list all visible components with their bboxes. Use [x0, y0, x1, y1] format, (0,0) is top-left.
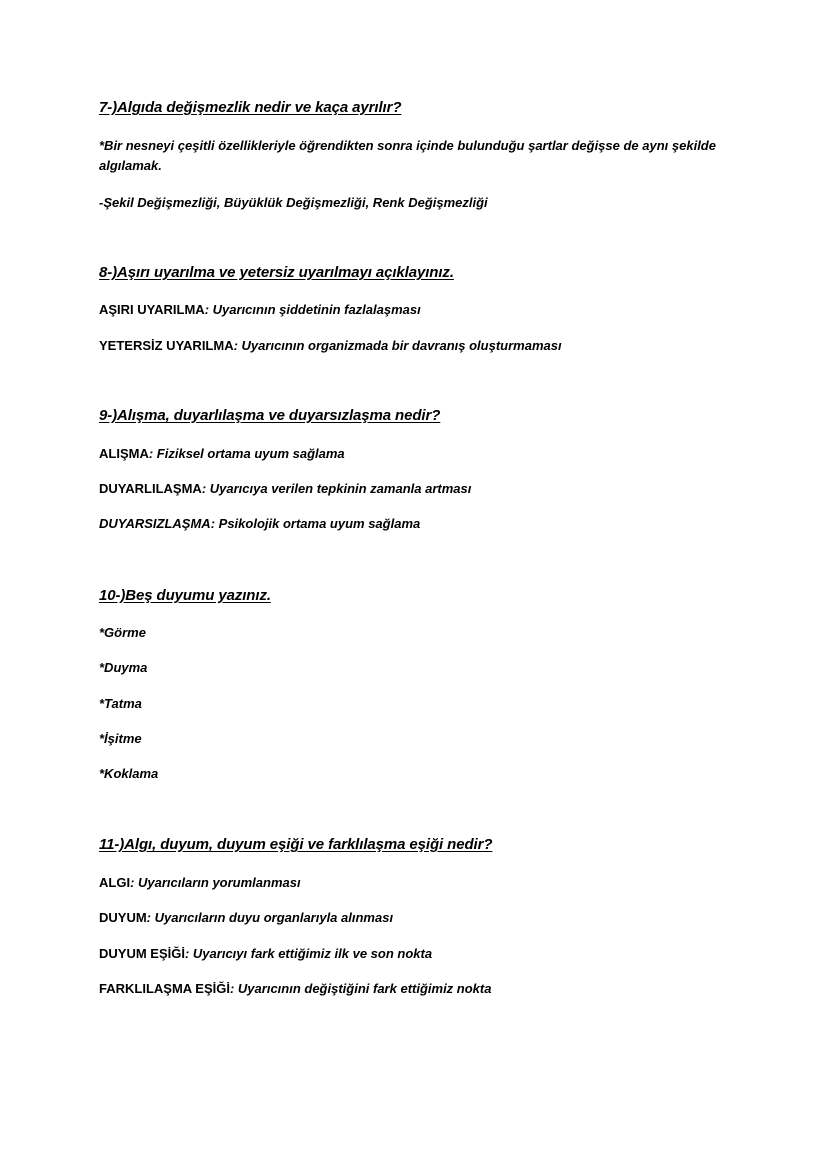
definition-separator: :: [233, 338, 242, 353]
definition-row: [99, 981, 491, 996]
sense-list-item: *Tatma: [99, 696, 142, 711]
sense-list-item: *Duyma: [99, 660, 148, 675]
definition-row: [99, 875, 301, 890]
definition-separator: :: [130, 875, 139, 890]
question-7-answer: *Bir nesneyi çeşitli özellikleriyle öğrendikten sonra içinde bulunduğu şartlar değişse de aynı şekilde algılamak.: [99, 138, 716, 173]
definition-text: Psikolojik ortama uyum sağlama: [218, 516, 421, 531]
definition-text: Uyarıcıyı fark ettiğimiz ilk ve son nokta: [192, 946, 433, 961]
definition-text: Uyarıcının değiştiğini fark ettiğimiz nokta: [237, 981, 492, 996]
question-10-title: 10-)Beş duyumu yazınız.: [99, 587, 271, 604]
definition-separator: :: [229, 981, 238, 996]
sense-list-item: *İşitme: [99, 731, 142, 746]
definition-term: DUYARLILAŞMA: [99, 481, 202, 496]
definition-row: [99, 302, 421, 317]
definition-text: Uyarıcıların yorumlanması: [138, 875, 301, 890]
question-11-title: 11-)Algı, duyum, duyum eşiği ve farklılaşma eşiği nedir?: [99, 836, 493, 853]
question-7-title: 7-)Algıda değişmezlik nedir ve kaça ayrılır?: [99, 99, 402, 116]
question-7-types: -Şekil Değişmezliği, Büyüklük Değişmezliği, Renk Değişmezliği: [99, 195, 488, 210]
definition-text: Uyarıcının şiddetinin fazlalaşması: [212, 302, 421, 317]
definition-row: [99, 946, 432, 961]
definition-term: AŞIRI UYARILMA: [99, 302, 205, 317]
definition-separator: :: [146, 910, 155, 925]
definition-separator: :: [148, 446, 157, 461]
definition-separator: :: [210, 516, 219, 531]
definition-row: [99, 338, 562, 353]
definition-row: [99, 516, 420, 531]
definition-term: DUYUM: [99, 910, 147, 925]
definition-term: DUYUM EŞİĞİ: [99, 946, 185, 961]
definition-term: FARKLILAŞMA EŞİĞİ: [99, 981, 230, 996]
definition-term: ALGI: [99, 875, 131, 890]
definition-row: [99, 481, 471, 496]
definition-term: DUYARSIZLAŞMA: [99, 516, 211, 531]
definition-separator: :: [184, 946, 193, 961]
definition-text: Uyarıcıların duyu organlarıyla alınması: [154, 910, 394, 925]
sense-list-item: *Koklama: [99, 766, 159, 781]
definition-term: YETERSİZ UYARILMA: [99, 338, 234, 353]
definition-separator: :: [204, 302, 213, 317]
definition-row: [99, 910, 393, 925]
question-8-title: 8-)Aşırı uyarılma ve yetersiz uyarılmayı açıklayınız.: [99, 264, 454, 281]
definition-row: [99, 446, 345, 461]
question-9-title: 9-)Alışma, duyarlılaşma ve duyarsızlaşma nedir?: [99, 407, 441, 424]
definition-text: Fiziksel ortama uyum sağlama: [156, 446, 345, 461]
definition-separator: :: [201, 481, 210, 496]
definition-term: ALIŞMA: [99, 446, 149, 461]
sense-list-item: *Görme: [99, 625, 146, 640]
definition-text: Uyarıcının organizmada bir davranış oluşturmaması: [241, 338, 562, 353]
definition-text: Uyarıcıya verilen tepkinin zamanla artması: [209, 481, 472, 496]
